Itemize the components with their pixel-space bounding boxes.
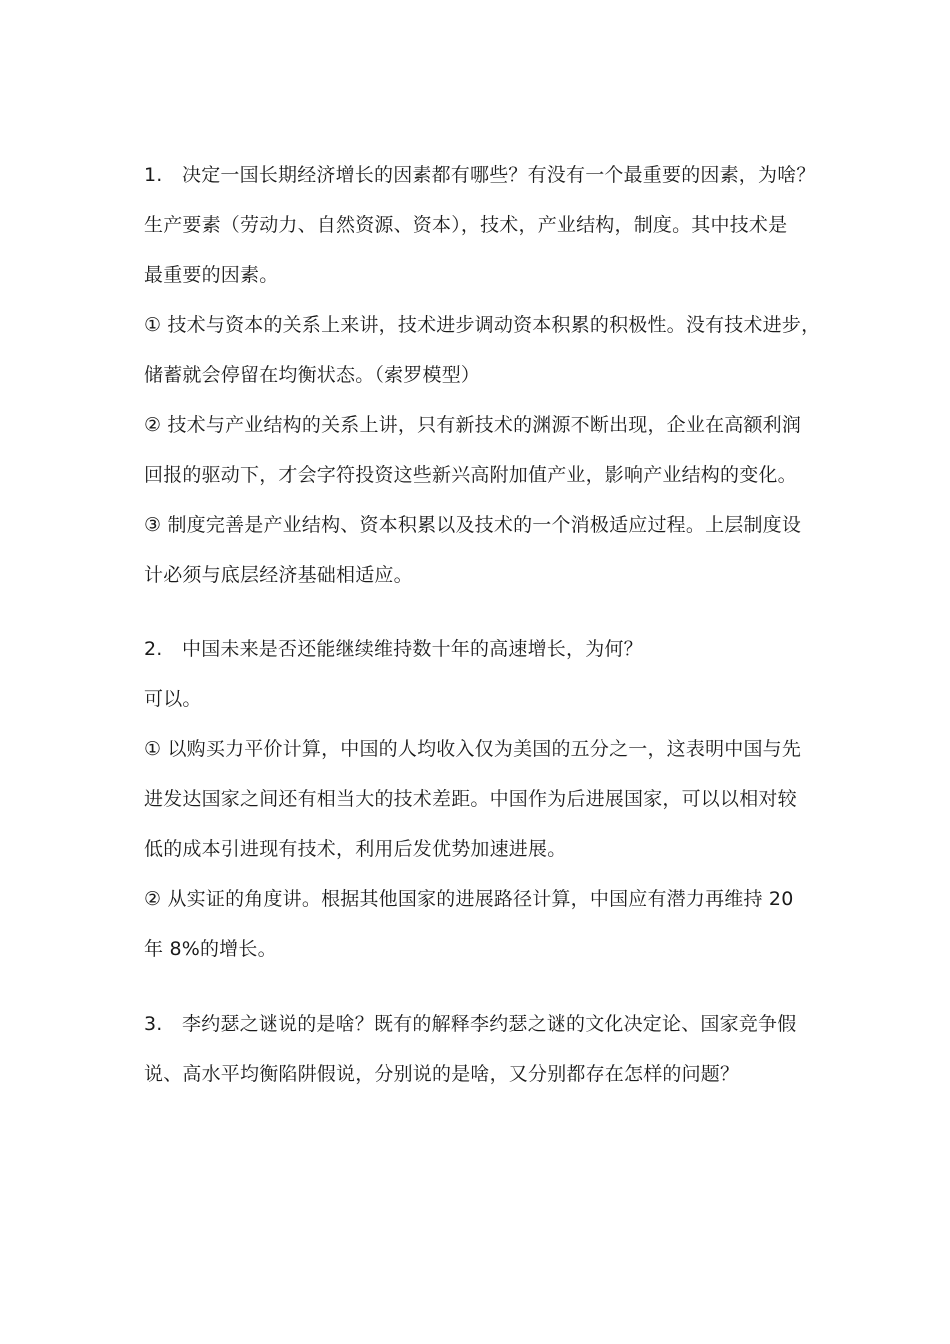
question-text: 李约瑟之谜说的是啥？既有的解释李约瑟之谜的文化决定论、国家竞争假 xyxy=(182,1013,797,1035)
question-3 xyxy=(144,1011,796,1037)
answer-line: 回报的驱动下，才会字符投资这些新兴高附加值产业，影响产业结构的变化。 xyxy=(144,464,797,486)
question-number: 2. xyxy=(144,638,163,660)
answer-line: ② 从实证的角度讲。根据其他国家的进展路径计算，中国应有潜力再维持 20 xyxy=(144,888,794,910)
answer-line: ① 技术与资本的关系上来讲，技术进步调动资本积累的积极性。没有技术进步， xyxy=(144,314,821,336)
question-number: 1. xyxy=(144,164,163,186)
answer-line: 说、高水平均衡陷阱假说，分别说的是啥，又分别都存在怎样的问题？ xyxy=(144,1063,740,1085)
question-text: 决定一国长期经济增长的因素都有哪些？有没有一个最重要的因素，为啥？ xyxy=(182,164,816,186)
answer-line: 计必须与底层经济基础相适应。 xyxy=(144,564,413,586)
answer-line: 进发达国家之间还有相当大的技术差距。中国作为后进展国家，可以以相对较 xyxy=(144,788,797,810)
answer-line: 最重要的因素。 xyxy=(144,264,279,286)
answer-line: 生产要素（劳动力、自然资源、资本），技术，产业结构，制度。其中技术是 xyxy=(144,214,788,236)
answer-line: ② 技术与产业结构的关系上讲，只有新技术的渊源不断出现，企业在高额利润 xyxy=(144,414,802,436)
question-text: 中国未来是否还能继续维持数十年的高速增长，为何？ xyxy=(182,638,643,660)
answer-line: ③ 制度完善是产业结构、资本积累以及技术的一个消极适应过程。上层制度设 xyxy=(144,514,802,536)
answer-line: 年 8%的增长。 xyxy=(144,938,277,960)
question-1 xyxy=(144,162,816,188)
answer-line: ① 以购买力平价计算，中国的人均收入仅为美国的五分之一，这表明中国与先 xyxy=(144,738,802,760)
answer-line: 储蓄就会停留在均衡状态。（索罗模型） xyxy=(144,364,481,386)
question-2 xyxy=(144,636,643,662)
question-number: 3. xyxy=(144,1013,163,1035)
answer-line: 低的成本引进现有技术，利用后发优势加速进展。 xyxy=(144,838,567,860)
answer-line: 可以。 xyxy=(144,688,202,710)
